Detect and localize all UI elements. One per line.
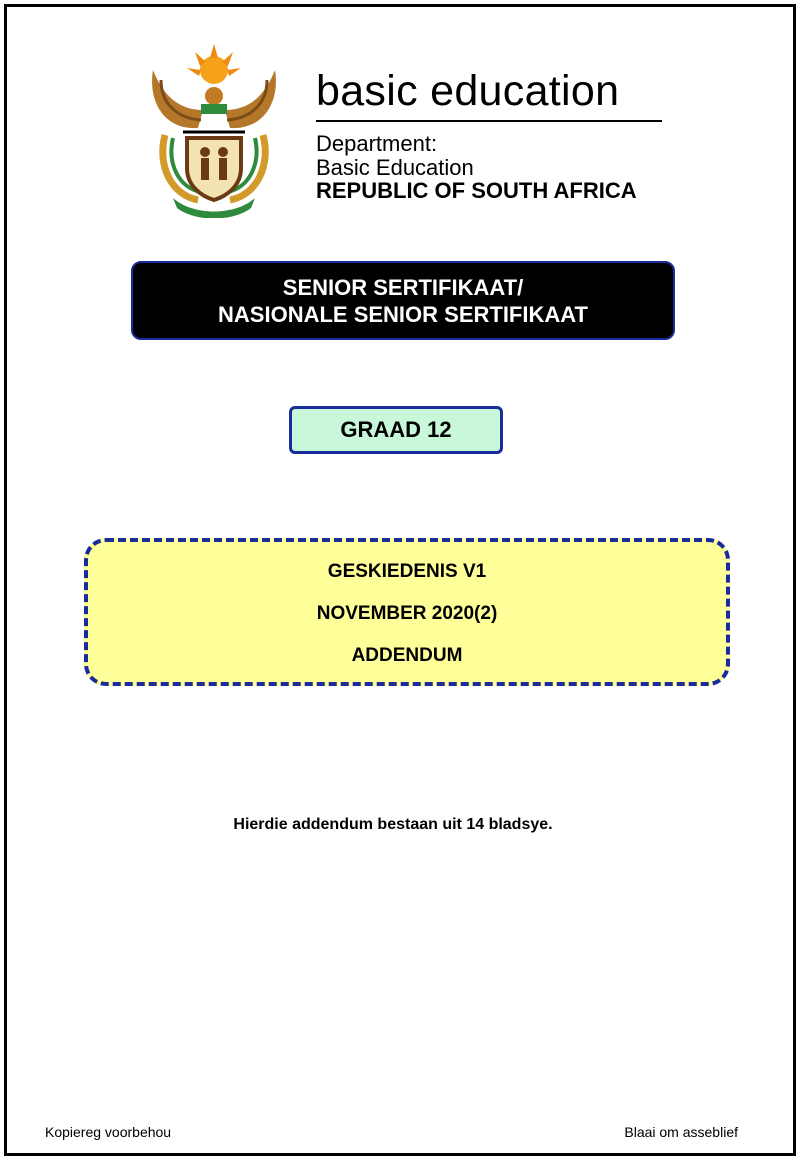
- certificate-line-2: NASIONALE SENIOR SERTIFIKAAT: [218, 301, 588, 327]
- exam-session: NOVEMBER 2020(2): [316, 603, 498, 624]
- document-type: ADDENDUM: [351, 645, 463, 666]
- page-count-note: Hierdie addendum bestaan uit 14 bladsye.: [233, 816, 553, 833]
- sun-icon: [187, 44, 241, 84]
- republic-label: REPUBLIC OF SOUTH AFRICA: [316, 178, 637, 203]
- certificate-line-1: SENIOR SERTIFIKAAT/: [282, 274, 524, 300]
- grade-badge: GRAAD 12: [289, 406, 503, 454]
- footer-turn-page: Blaai om asseblief: [624, 1124, 738, 1140]
- brand-divider: [316, 120, 662, 122]
- brand-title: basic education: [316, 67, 620, 115]
- footer-copyright: Kopiereg voorbehou: [45, 1124, 172, 1140]
- department-name: Basic Education: [316, 155, 474, 180]
- department-label: Department:: [316, 131, 438, 156]
- subject-name: GESKIEDENIS V1: [327, 561, 487, 582]
- certificate-banner: [131, 261, 675, 340]
- coat-of-arms-logo: [143, 40, 285, 218]
- subject-panel: [84, 538, 730, 686]
